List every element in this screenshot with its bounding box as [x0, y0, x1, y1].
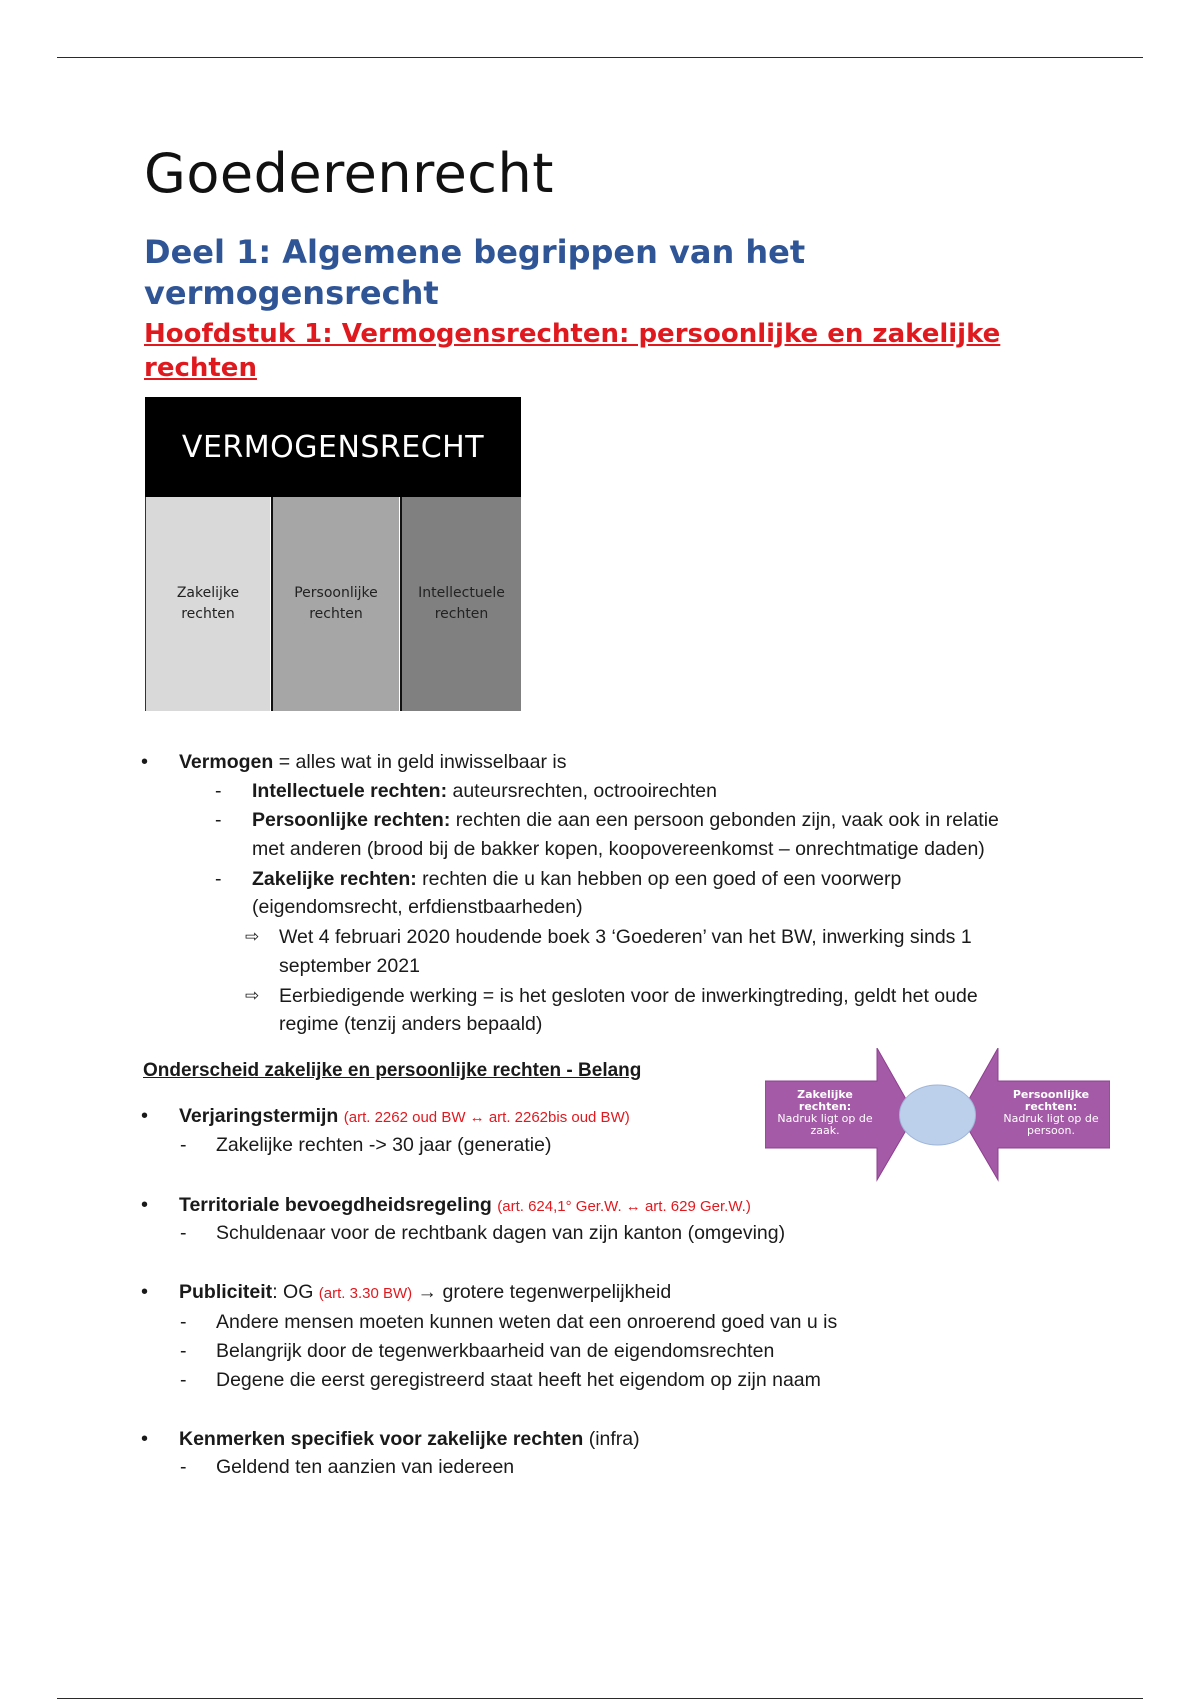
note-line: Wet 4 februari 2020 houdende boek 3 ‘Goederen’ van het BW, inwerking sinds 1	[279, 926, 972, 948]
term: Verjaringstermijn	[179, 1105, 339, 1127]
list-item-cont: met anderen (brood bij de bakker kopen, koopovereenkomst – onrechtmatige daden)	[252, 838, 985, 860]
dash: -	[215, 868, 222, 890]
term: Zakelijke rechten:	[252, 868, 417, 890]
list-item: Geldend ten aanzien van iedereen	[216, 1456, 515, 1478]
list-item	[252, 865, 901, 893]
deel-heading: Deel 1: Algemene begrippen van het vermogensrecht	[144, 233, 806, 312]
page-title: Goederenrecht	[144, 142, 554, 205]
territoriaal-line	[179, 1191, 751, 1221]
note-line: Eerbiedigende werking = is het gesloten voor de inwerkingtreding, geldt het oude	[279, 985, 978, 1007]
kenmerken-line	[179, 1425, 640, 1453]
dash: -	[215, 809, 222, 831]
term: Territoriale bevoegdheidsregeling	[179, 1194, 492, 1216]
note-line: september 2021	[279, 955, 420, 977]
bullet-dot: •	[141, 1105, 149, 1127]
term: Intellectuele rechten:	[252, 780, 448, 802]
bullet-dot: •	[141, 1428, 149, 1450]
item-text: : OG	[272, 1281, 319, 1303]
dash: -	[215, 780, 222, 802]
list-item	[252, 806, 999, 834]
bullet-dot: •	[141, 1194, 149, 1216]
diagram-column-label: Persoonlijke rechten	[294, 585, 378, 622]
top-rule	[57, 57, 1143, 58]
dash: -	[180, 1456, 187, 1478]
term: Vermogen	[179, 751, 274, 773]
note-line: regime (tenzij anders bepaald)	[279, 1013, 543, 1035]
center-circle	[900, 1085, 976, 1145]
item-text: (infra)	[583, 1428, 640, 1450]
term: Kenmerken specifiek voor zakelijke rechten	[179, 1428, 584, 1450]
diagram-column-zakelijk	[145, 497, 270, 711]
list-item	[252, 777, 717, 805]
dash: -	[180, 1369, 187, 1391]
hoofdstuk-heading: Hoofdstuk 1: Vermogensrechten: persoonlijke en zakelijke rechten	[144, 319, 1001, 383]
list-item: Belangrijk door de tegenwerkbaarheid van de eigendomsrechten	[216, 1340, 775, 1362]
label-text: Nadruk ligt op de persoon.	[1003, 1112, 1099, 1137]
right-arrow-label	[995, 1089, 1107, 1137]
label-text: Nadruk ligt op de zaak.	[777, 1112, 873, 1137]
diagram-column-label: Intellectuele rechten	[418, 585, 505, 622]
list-item: Andere mensen moeten kunnen weten dat een onroerend goed van u is	[216, 1311, 838, 1333]
item-text: rechten die aan een persoon gebonden zijn, vaak ook in relatie	[450, 809, 999, 831]
list-item: Zakelijke rechten -> 30 jaar (generatie)	[216, 1134, 552, 1156]
list-item-cont: (eigendomsrecht, erfdienstbaarheden)	[252, 896, 583, 918]
left-arrow-label	[771, 1089, 879, 1137]
arrow-icon: ⇨	[245, 927, 260, 947]
diagram-header: VERMOGENSRECHT	[145, 397, 521, 497]
verjaring-line	[179, 1102, 630, 1132]
dash: -	[180, 1222, 187, 1244]
publiciteit-line	[179, 1278, 671, 1308]
item-text: auteursrechten, octrooirechten	[447, 780, 717, 802]
article-ref: (art. 2262 oud BW ↔ art. 2262bis oud BW)	[343, 1109, 630, 1126]
term: Persoonlijke rechten:	[252, 809, 451, 831]
list-item: Schuldenaar voor de rechtbank dagen van zijn kanton (omgeving)	[216, 1222, 786, 1244]
dash: -	[180, 1134, 187, 1156]
arrow-icon: ⇨	[245, 986, 260, 1006]
section-subheading: Onderscheid zakelijke en persoonlijke rechten - Belang	[143, 1060, 642, 1081]
item-text: rechten die u kan hebben op een goed of een voorwerp	[416, 868, 902, 890]
bottom-rule	[57, 1698, 1143, 1699]
rights-arrow-diagram	[765, 1048, 1110, 1183]
label-title: Zakelijke rechten:	[797, 1088, 853, 1113]
bullet-dot: •	[141, 1281, 149, 1303]
diagram-column-intellectueel	[400, 497, 521, 711]
article-ref: (art. 624,1° Ger.W. ↔ art. 629 Ger.W.)	[497, 1198, 751, 1215]
diagram-column-persoonlijk	[271, 497, 399, 711]
label-title: Persoonlijke rechten:	[1012, 1088, 1090, 1113]
term: Publiciteit	[179, 1281, 273, 1303]
dash: -	[180, 1340, 187, 1362]
diagram-column-label: Zakelijke rechten	[176, 585, 240, 622]
definition: = alles wat in geld inwisselbaar is	[273, 751, 567, 773]
dash: -	[180, 1311, 187, 1333]
item-text: → grotere tegenwerpelijkheid	[412, 1281, 672, 1303]
vermogen-line	[179, 748, 566, 776]
vermogensrecht-diagram	[145, 397, 521, 711]
bullet-dot: •	[141, 751, 149, 773]
list-item: Degene die eerst geregistreerd staat heeft het eigendom op zijn naam	[216, 1369, 821, 1391]
article-ref: (art. 3.30 BW)	[318, 1285, 413, 1302]
